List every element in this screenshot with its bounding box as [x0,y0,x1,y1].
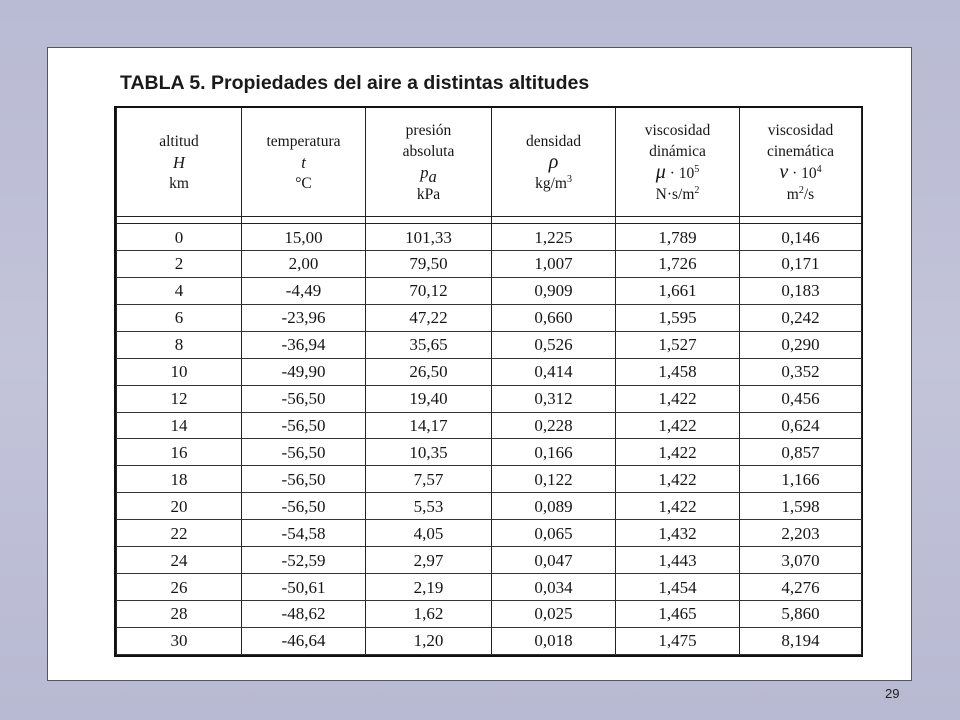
kin-viscosity-cell: 3,070 [740,547,862,574]
dyn-viscosity-cell: 1,789 [616,224,740,251]
table-row [117,358,862,385]
pressure-cell: 2,19 [366,574,492,601]
temperature-cell: -56,50 [242,439,366,466]
temperature-cell: -56,50 [242,493,366,520]
header-kin-viscosity-label-2: cinemática [766,142,835,160]
temperature-cell: 2,00 [242,251,366,278]
dyn-viscosity-cell: 1,443 [616,547,740,574]
altitude-cell: 4 [117,277,242,304]
table-row [117,520,862,547]
density-cell: 0,414 [492,358,616,385]
temperature-cell: -56,50 [242,385,366,412]
dyn-viscosity-cell: 1,527 [616,331,740,358]
kin-viscosity-factor-exponent: 4 [816,163,822,175]
density-cell: 0,312 [492,385,616,412]
kin-viscosity-cell: 1,598 [740,493,862,520]
header-pressure-label-1: presión [405,121,452,139]
pressure-symbol-letter: p [420,162,429,182]
density-cell: 0,660 [492,304,616,331]
kin-viscosity-cell: 0,183 [740,277,862,304]
dyn-viscosity-factor: · 10 [665,164,695,182]
header-temperature-symbol: t [301,152,306,172]
dyn-viscosity-cell: 1,422 [616,466,740,493]
altitude-cell: 16 [117,439,242,466]
pressure-cell: 14,17 [366,412,492,439]
altitude-cell: 14 [117,412,242,439]
density-cell: 0,526 [492,331,616,358]
dyn-viscosity-unit-base: N·s/m [655,185,695,203]
header-altitude-symbol: H [173,152,185,172]
dyn-viscosity-cell: 1,595 [616,304,740,331]
density-unit-exponent: 3 [566,173,572,185]
table-row [117,224,862,251]
kin-viscosity-unit-exponent: 2 [798,184,804,196]
pressure-cell: 35,65 [366,331,492,358]
kin-viscosity-cell: 0,456 [740,385,862,412]
header-temperature-label: temperatura [266,132,341,150]
altitude-cell: 6 [117,304,242,331]
dyn-viscosity-greek: μ [655,160,666,183]
header-density-label: densidad [525,132,582,150]
page-number: 29 [885,686,900,701]
dyn-viscosity-cell: 1,422 [616,412,740,439]
header-pressure-unit: kPa [416,185,441,203]
table-row [117,627,862,654]
density-cell: 0,034 [492,574,616,601]
header-density [492,108,616,217]
header-dyn-viscosity [616,108,740,217]
temperature-cell: -46,64 [242,627,366,654]
header-density-unit [492,173,615,194]
dyn-viscosity-cell: 1,465 [616,601,740,628]
dyn-viscosity-factor-exponent: 5 [694,163,700,175]
pressure-cell: 5,53 [366,493,492,520]
kin-viscosity-cell: 0,624 [740,412,862,439]
header-dyn-viscosity-symbol [616,162,739,184]
air-properties-table [114,106,863,657]
altitude-cell: 0 [117,224,242,251]
header-altitude [117,108,242,217]
kin-viscosity-cell: 5,860 [740,601,862,628]
density-cell: 0,065 [492,520,616,547]
density-cell: 0,018 [492,627,616,654]
altitude-cell: 28 [117,601,242,628]
temperature-cell: -56,50 [242,466,366,493]
pressure-cell: 4,05 [366,520,492,547]
altitude-cell: 8 [117,331,242,358]
density-cell: 0,089 [492,493,616,520]
temperature-cell: -49,90 [242,358,366,385]
temperature-cell: -56,50 [242,412,366,439]
pressure-cell: 70,12 [366,277,492,304]
table-row [117,385,862,412]
pressure-cell: 1,20 [366,627,492,654]
kin-viscosity-unit-base: m [786,185,799,203]
kin-viscosity-cell: 4,276 [740,574,862,601]
header-dyn-viscosity-label-2: dinámica [649,142,706,160]
header-altitude-label: altitud [159,132,199,150]
pressure-symbol-subscript: a [428,166,437,186]
pressure-cell: 26,50 [366,358,492,385]
header-temperature [242,108,366,217]
dyn-viscosity-cell: 1,475 [616,627,740,654]
pressure-cell: 10,35 [366,439,492,466]
density-cell: 0,047 [492,547,616,574]
altitude-cell: 30 [117,627,242,654]
table-row [117,547,862,574]
altitude-cell: 26 [117,574,242,601]
kin-viscosity-cell: 2,203 [740,520,862,547]
dyn-viscosity-cell: 1,422 [616,385,740,412]
kin-viscosity-cell: 0,242 [740,304,862,331]
altitude-cell: 22 [117,520,242,547]
temperature-cell: -52,59 [242,547,366,574]
density-cell: 0,909 [492,277,616,304]
kin-viscosity-cell: 1,166 [740,466,862,493]
altitude-cell: 18 [117,466,242,493]
header-density-symbol: ρ [548,150,559,173]
altitude-cell: 12 [117,385,242,412]
pressure-cell: 7,57 [366,466,492,493]
header-altitude-unit: km [169,174,189,192]
dyn-viscosity-unit-exponent: 2 [694,184,700,196]
kin-viscosity-cell: 0,171 [740,251,862,278]
pressure-cell: 79,50 [366,251,492,278]
header-kin-viscosity [740,108,862,217]
table-title: TABLA 5. Propiedades del aire a distintas altitudes [120,72,590,94]
table-row [117,493,862,520]
temperature-cell: 15,00 [242,224,366,251]
pressure-cell: 2,97 [366,547,492,574]
table-row [117,304,862,331]
table-row [117,466,862,493]
density-cell: 1,007 [492,251,616,278]
table-row [117,574,862,601]
pressure-cell: 47,22 [366,304,492,331]
temperature-cell: -4,49 [242,277,366,304]
table-row [117,331,862,358]
temperature-cell: -48,62 [242,601,366,628]
table-row [117,412,862,439]
kin-viscosity-cell: 8,194 [740,627,862,654]
pressure-cell: 101,33 [366,224,492,251]
header-dyn-viscosity-unit [616,184,739,205]
table-row [117,601,862,628]
header-row [117,108,862,217]
density-cell: 1,225 [492,224,616,251]
dyn-viscosity-cell: 1,432 [616,520,740,547]
kin-viscosity-cell: 0,857 [740,439,862,466]
table-body [117,217,862,655]
density-cell: 0,166 [492,439,616,466]
header-separator-row [117,217,862,224]
altitude-cell: 2 [117,251,242,278]
altitude-cell: 24 [117,547,242,574]
dyn-viscosity-cell: 1,661 [616,277,740,304]
dyn-viscosity-cell: 1,422 [616,439,740,466]
header-temperature-unit: °C [295,174,312,192]
dyn-viscosity-cell: 1,726 [616,251,740,278]
header-dyn-viscosity-label-1: viscosidad [644,121,711,139]
table-row [117,277,862,304]
header-pressure [366,108,492,217]
altitude-cell: 10 [117,358,242,385]
header-pressure-label-2: absoluta [402,142,455,160]
density-cell: 0,122 [492,466,616,493]
kin-viscosity-cell: 0,146 [740,224,862,251]
kin-viscosity-unit-tail: /s [803,185,815,203]
header-kin-viscosity-label-1: viscosidad [767,121,834,139]
header-kin-viscosity-symbol [740,162,861,184]
header-kin-viscosity-unit [740,184,861,205]
dyn-viscosity-cell: 1,458 [616,358,740,385]
kin-viscosity-cell: 0,352 [740,358,862,385]
kin-viscosity-cell: 0,290 [740,331,862,358]
table-row [117,251,862,278]
temperature-cell: -54,58 [242,520,366,547]
header-pressure-symbol [366,162,491,184]
table-row [117,439,862,466]
slide-panel [47,47,912,681]
pressure-cell: 19,40 [366,385,492,412]
dyn-viscosity-cell: 1,422 [616,493,740,520]
kin-viscosity-factor: · 10 [788,164,817,182]
dyn-viscosity-cell: 1,454 [616,574,740,601]
density-cell: 0,228 [492,412,616,439]
temperature-cell: -50,61 [242,574,366,601]
temperature-cell: -36,94 [242,331,366,358]
altitude-cell: 20 [117,493,242,520]
kin-viscosity-greek: ν [779,160,789,183]
density-unit-base: kg/m [535,174,567,192]
density-cell: 0,025 [492,601,616,628]
pressure-cell: 1,62 [366,601,492,628]
temperature-cell: -23,96 [242,304,366,331]
